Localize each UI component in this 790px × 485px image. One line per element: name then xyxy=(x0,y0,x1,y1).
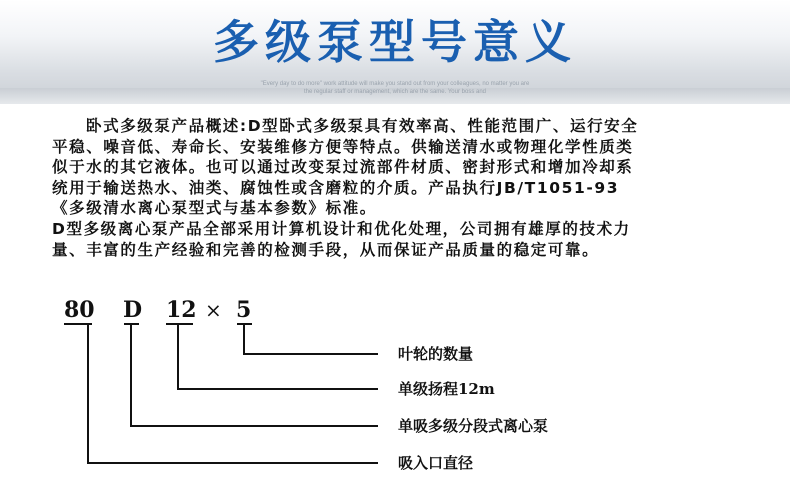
label-inlet-diameter: 吸入口直径 xyxy=(398,454,474,472)
page-title: 多级泵型号意义 xyxy=(213,15,577,69)
code-part-5: 5 xyxy=(236,297,252,323)
description-line: 统用于输送热水、油类、腐蚀性或含磨粒的介质。产品执行JB/T1051-93 xyxy=(52,178,620,197)
connector-head xyxy=(178,324,378,389)
code-times-sign: × xyxy=(205,298,222,322)
description-line: 平稳、噪音低、寿命长、安装维修方便等特点。供输送清水或物理化学性质类 xyxy=(52,137,634,156)
description-line: 量、丰富的生产经验和完善的检测手段，从而保证产品质量的稳定可靠。 xyxy=(52,240,600,259)
description-line: D型多级离心泵产品全部采用计算机设计和优化处理，公司拥有雄厚的技术力 xyxy=(52,219,631,238)
connector-stages xyxy=(244,324,378,354)
connector-type xyxy=(131,324,378,426)
description-line: 似于水的其它液体。也可以通过改变泵过流部件材质、密封形式和增加冷却系 xyxy=(52,158,634,177)
label-pump-type: 单吸多级分段式离心泵 xyxy=(398,417,549,435)
label-single-stage-head: 单级扬程12m xyxy=(398,380,495,398)
label-impeller-count: 叶轮的数量 xyxy=(398,345,474,363)
code-part-d: D xyxy=(123,297,143,323)
code-part-12: 12 xyxy=(166,297,197,323)
description-line: 卧式多级泵产品概述:D型卧式多级泵具有效率高、性能范围广、运行安全 xyxy=(86,117,639,135)
description-line: 《多级清水离心泵型式与基本参数》标准。 xyxy=(52,199,377,218)
code-part-80: 80 xyxy=(64,297,95,323)
tagline-line-1: "Every day to do more" work attitude will make you stand out from your colleagues, no matter you are xyxy=(260,81,530,87)
tagline-line-2: the regular staff or management, which are the same. Your boss and xyxy=(304,89,486,95)
